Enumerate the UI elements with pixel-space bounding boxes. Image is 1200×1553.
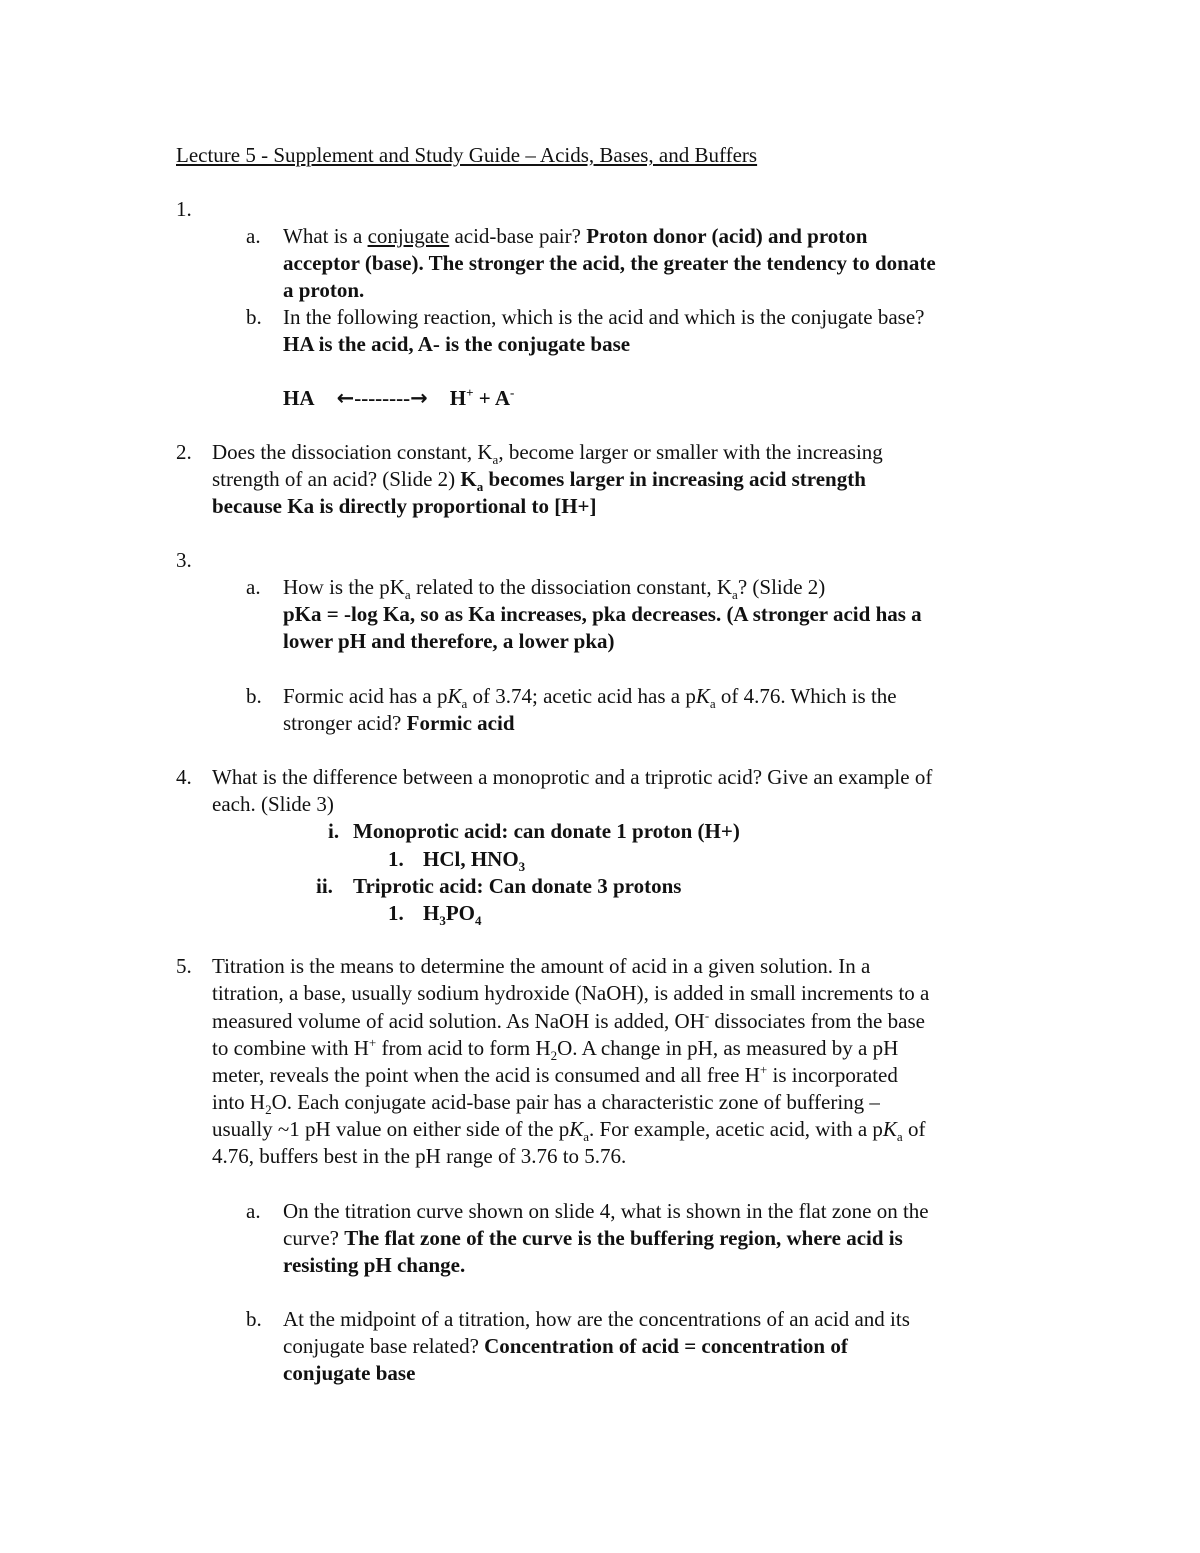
q1a-answer-line2: acceptor (base). The stronger the acid, the greater the tendency to donate: [283, 251, 936, 275]
q5-line3: [212, 1008, 925, 1035]
q5-l6-pre: into H: [212, 1090, 266, 1114]
q5-l4-pre: to combine with H: [212, 1036, 369, 1060]
q5a-marker: a.: [246, 1199, 261, 1223]
q3b-q-sub2: a: [709, 696, 716, 712]
q3b-q-k2: K: [695, 684, 710, 708]
q5-line7: [212, 1116, 925, 1143]
q1a-line1: [283, 223, 867, 250]
q1b-answer: HA is the acid, A- is the conjugate base: [283, 332, 631, 356]
q3a-q-pre: How is the pK: [283, 575, 405, 599]
q5-line4: [212, 1035, 898, 1062]
q3b-question-line1: [283, 683, 897, 710]
q5-number: 5.: [176, 954, 192, 978]
q5a-answer-line2: resisting pH change.: [283, 1253, 466, 1277]
q4-line1: What is the difference between a monoprotic and a triprotic acid? Give an example of: [212, 765, 933, 789]
q4-ii-text: Triprotic acid: Can donate 3 protons: [353, 874, 682, 898]
q5-l7-sub2: a: [896, 1129, 903, 1145]
q2-line1-sub: a: [492, 452, 499, 468]
q5-l7-sub: a: [583, 1129, 589, 1145]
q5b-answer-line1: Concentration of acid = concentration of: [484, 1334, 848, 1358]
q2-answer-k: K: [460, 467, 477, 491]
q4-line2: each. (Slide 3): [212, 792, 334, 816]
q2-line2: [212, 466, 866, 493]
eq-plus: + A: [473, 386, 511, 410]
q5-l5-pre: meter, reveals the point when the acid is consumed and all free H: [212, 1063, 760, 1087]
q5-l7-mid: . For example, acetic acid, with a p: [589, 1117, 883, 1141]
q2-line1: [212, 439, 883, 466]
q5a-question-line1: On the titration curve shown on slide 4, what is shown in the flat zone on the: [283, 1199, 929, 1223]
q5a-q2: curve?: [283, 1226, 345, 1250]
q5-l7-k2: K: [882, 1117, 897, 1141]
q1a-answer-line1: Proton donor (acid) and proton: [586, 224, 868, 248]
q4-ii1-po: PO: [445, 901, 476, 925]
q5-line8: 4.76, buffers best in the pH range of 3.76 to 5.76.: [212, 1144, 627, 1168]
q5b-question-line1: At the midpoint of a titration, how are the concentrations of an acid and its: [283, 1307, 910, 1331]
q5b-answer-line2: conjugate base: [283, 1361, 416, 1385]
q3a-q-sub: a: [404, 587, 411, 603]
q1a-answer-line3: a proton.: [283, 278, 365, 302]
q3a-q-post: ? (Slide 2): [737, 575, 826, 599]
q3b-marker: b.: [246, 684, 262, 708]
q3b-answer: Formic acid: [406, 711, 515, 735]
q3b-q2: stronger acid?: [283, 711, 407, 735]
q5-l4-post: O. A change in pH, as measured by a pH: [557, 1036, 899, 1060]
q4-ii1-h: H: [423, 901, 440, 925]
q3-number: 3.: [176, 548, 192, 572]
q5-l5-post: is incorporated: [767, 1063, 898, 1087]
q5-line1: Titration is the means to determine the amount of acid in a given solution. In a: [212, 954, 871, 978]
right-arrow-icon: →: [410, 386, 428, 410]
q5-l4-mid: from acid to form H: [376, 1036, 551, 1060]
q4-ii1-sub1: 3: [439, 913, 446, 929]
q5-l7-k: K: [569, 1117, 584, 1141]
q5-l3-post: dissociates from the base: [709, 1009, 925, 1033]
q2-answer-sub: a: [476, 479, 484, 495]
q4-i1-marker: 1.: [388, 847, 404, 871]
q4-i1-sub: 3: [518, 859, 526, 875]
q3b-q-post: of 4.76. Which is the: [715, 684, 897, 708]
left-arrow-icon: ←: [336, 386, 355, 410]
q2-answer-line1: becomes larger in increasing acid strength: [483, 467, 866, 491]
q3b-q-pre: Formic acid has a p: [283, 684, 448, 708]
q3a-answer-line2: lower pH and therefore, a lower pka): [283, 629, 615, 653]
q4-i-text: Monoprotic acid: can donate 1 proton (H+): [353, 819, 740, 843]
q4-ii1-sub2: 4: [475, 913, 482, 929]
q1a-marker: a.: [246, 224, 261, 248]
q4-i1-pre: HCl, HNO: [423, 847, 519, 871]
q2-line2-pre: strength of an acid? (Slide 2): [212, 467, 461, 491]
q3a-question: [283, 574, 825, 601]
q5-l7-pre: usually ~1 pH value on either side of the p: [212, 1117, 570, 1141]
q1a-question-pre: What is a: [283, 224, 368, 248]
eq-h: H: [449, 386, 467, 410]
q5a-answer-line1: The flat zone of the curve is the buffering region, where acid is: [344, 1226, 903, 1250]
q5-l3-pre: measured volume of acid solution. As NaOH is added, OH: [212, 1009, 705, 1033]
q3a-marker: a.: [246, 575, 261, 599]
q5b-line2: [283, 1333, 848, 1360]
q1b-question: In the following reaction, which is the acid and which is the conjugate base?: [283, 305, 925, 329]
page-title: Lecture 5 - Supplement and Study Guide – Acids, Bases, and Buffers: [176, 143, 758, 167]
q4-ii1-text: [423, 900, 482, 927]
q3b-q-sub: a: [461, 696, 468, 712]
q5-l6-post: O. Each conjugate acid-base pair has a characteristic zone of buffering –: [271, 1090, 880, 1114]
q5a-line2: [283, 1225, 903, 1252]
q5-l4-sub: 2: [550, 1048, 558, 1064]
q1-number: 1.: [176, 197, 192, 221]
q4-ii-marker: ii.: [316, 874, 333, 898]
q5-l6-sub: 2: [265, 1102, 272, 1118]
q4-ii1-marker: 1.: [388, 901, 404, 925]
q3a-q-sub2: a: [732, 587, 738, 603]
q1b-marker: b.: [246, 305, 262, 329]
q3b-q-k: K: [447, 684, 462, 708]
q3b-question-line2: [283, 710, 515, 737]
q3a-q-mid: related to the dissociation constant, K: [410, 575, 733, 599]
q2-number: 2.: [176, 440, 192, 464]
q3a-answer-line1: pKa = -log Ka, so as Ka increases, pka decreases. (A stronger acid has a: [283, 602, 922, 626]
q5-line2: titration, a base, usually sodium hydroxide (NaOH), is added in small increments to a: [212, 981, 930, 1005]
q4-i-marker: i.: [328, 819, 340, 843]
q2-line1-post: , become larger or smaller with the increasing: [498, 440, 883, 464]
eq-ha: HA: [283, 386, 314, 410]
q2-answer-line2: because Ka is directly proportional to [H+]: [212, 494, 597, 518]
eq-plus-sup: +: [466, 385, 474, 400]
q5-l4-sup: +: [368, 1035, 377, 1050]
q4-number: 4.: [176, 765, 192, 789]
q5-line6: [212, 1089, 880, 1116]
q5-line5: [212, 1062, 898, 1089]
q1a-question-post: acid-base pair?: [449, 224, 587, 248]
reaction-equation: [283, 385, 514, 412]
q5-l7-post: of: [902, 1117, 926, 1141]
q5-l5-sup: +: [759, 1062, 768, 1077]
q1a-question-underlined: conjugate: [367, 224, 450, 248]
eq-dashes: --------: [354, 386, 411, 410]
eq-minus-sup: -: [510, 385, 515, 400]
q3b-q-mid: of 3.74; acetic acid has a p: [467, 684, 696, 708]
q4-i1-text: [423, 846, 525, 873]
q5b-marker: b.: [246, 1307, 262, 1331]
q5-l3-sup: -: [704, 1008, 710, 1023]
q2-line1-pre: Does the dissociation constant, K: [212, 440, 493, 464]
q5b-q2: conjugate base related?: [283, 1334, 485, 1358]
